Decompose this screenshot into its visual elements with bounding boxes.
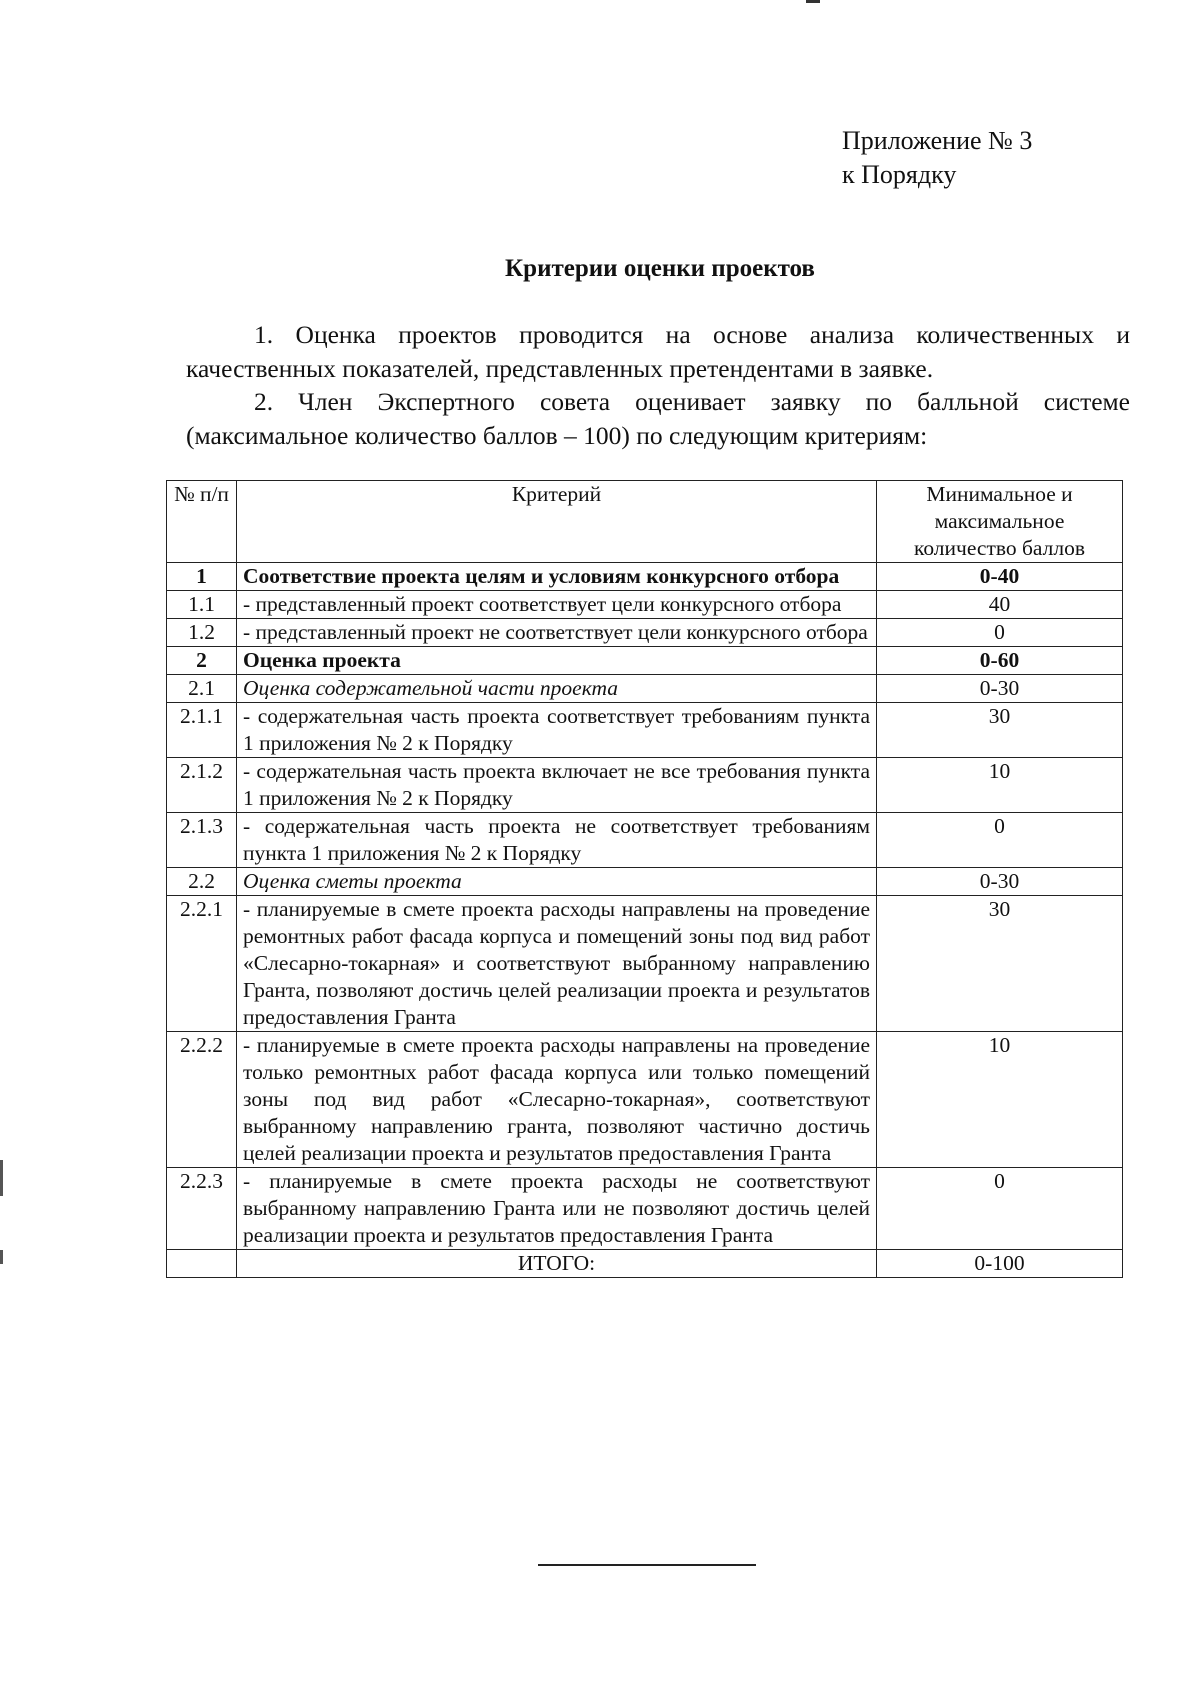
paragraph-2: 2. Член Экспертного совета оценивает заявку по балльной системе (максимальное количество баллов – 100) по следующим критериям: xyxy=(186,387,1130,450)
appendix-reference: к Порядку xyxy=(842,160,957,189)
row-number: 2.1.1 xyxy=(167,703,237,758)
header-number: № п/п xyxy=(167,481,237,563)
table-row xyxy=(167,758,1123,813)
total-score: 0-100 xyxy=(877,1250,1123,1278)
scan-edge-mark xyxy=(0,1160,3,1196)
paragraph-1: 1. Оценка проектов проводится на основе анализа количественных и качественных показателей, представленных претендентами в заявке. xyxy=(186,320,1130,383)
table-row xyxy=(167,896,1123,1032)
table-row xyxy=(167,591,1123,619)
row-score: 0 xyxy=(877,619,1123,647)
row-score: 0 xyxy=(877,1168,1123,1250)
criteria-table xyxy=(166,480,1123,1278)
table-row xyxy=(167,1032,1123,1168)
row-criterion: Оценка сметы проекта xyxy=(237,868,877,896)
row-score: 0 xyxy=(877,813,1123,868)
row-score: 40 xyxy=(877,591,1123,619)
row-number: 2.1 xyxy=(167,675,237,703)
table-row xyxy=(167,647,1123,675)
row-number: 2 xyxy=(167,647,237,675)
row-score: 0-40 xyxy=(877,563,1123,591)
document-title: Критерии оценки проектов xyxy=(505,255,815,282)
row-number: 2.2 xyxy=(167,868,237,896)
row-criterion: Соответствие проекта целям и условиям конкурсного отбора xyxy=(237,563,877,591)
total-label: ИТОГО: xyxy=(237,1250,877,1278)
row-score: 0-30 xyxy=(877,868,1123,896)
row-criterion: - планируемые в смете проекта расходы не соответствуют выбранному направлению Гранта или не позволяют достичь целей реализации проекта и результатов предоставления Гранта xyxy=(237,1168,877,1250)
row-criterion: - представленный проект соответствует цели конкурсного отбора xyxy=(237,591,877,619)
row-score: 10 xyxy=(877,758,1123,813)
row-score: 0-60 xyxy=(877,647,1123,675)
row-score: 0-30 xyxy=(877,675,1123,703)
row-criterion: - представленный проект не соответствует цели конкурсного отбора xyxy=(237,619,877,647)
row-criterion: - содержательная часть проекта включает не все требования пункта 1 приложения № 2 к Порядку xyxy=(237,758,877,813)
header-criterion: Критерий xyxy=(237,481,877,563)
table-row xyxy=(167,675,1123,703)
table-row xyxy=(167,813,1123,868)
appendix-note xyxy=(842,124,1032,192)
row-criterion: Оценка проекта xyxy=(237,647,877,675)
table-row xyxy=(167,703,1123,758)
total-number-cell xyxy=(167,1250,237,1278)
total-row xyxy=(167,1250,1123,1278)
table-row xyxy=(167,563,1123,591)
row-score: 30 xyxy=(877,703,1123,758)
row-number: 1 xyxy=(167,563,237,591)
row-number: 2.2.1 xyxy=(167,896,237,1032)
row-criterion: - содержательная часть проекта соответствует требованиям пункта 1 приложения № 2 к Порядку xyxy=(237,703,877,758)
row-criterion: - планируемые в смете проекта расходы направлены на проведение только ремонтных работ фасада корпуса или только помещений зоны под вид работ «Слесарно-токарная», соответствуют выбранному направлению гранта, позволяют частично достичь целей реализации проекта и результатов предоставления Гранта xyxy=(237,1032,877,1168)
row-score: 30 xyxy=(877,896,1123,1032)
table-row xyxy=(167,619,1123,647)
row-criterion: Оценка содержательной части проекта xyxy=(237,675,877,703)
scan-mark xyxy=(806,0,820,3)
row-number: 1.1 xyxy=(167,591,237,619)
appendix-number: Приложение № 3 xyxy=(842,126,1033,155)
table-row xyxy=(167,868,1123,896)
row-number: 1.2 xyxy=(167,619,237,647)
row-score: 10 xyxy=(877,1032,1123,1168)
footer-separator xyxy=(538,1564,756,1566)
row-number: 2.2.2 xyxy=(167,1032,237,1168)
row-criterion: - содержательная часть проекта не соответствует требованиям пункта 1 приложения № 2 к Порядку xyxy=(237,813,877,868)
scan-edge-mark xyxy=(0,1250,3,1264)
row-number: 2.2.3 xyxy=(167,1168,237,1250)
table-header-row xyxy=(167,481,1123,563)
header-score: Минимальное и максимальное количество баллов xyxy=(877,481,1123,563)
row-number: 2.1.2 xyxy=(167,758,237,813)
table-row xyxy=(167,1168,1123,1250)
row-criterion: - планируемые в смете проекта расходы направлены на проведение ремонтных работ фасада корпуса и помещений зоны под вид работ «Слесарно-токарная» и соответствуют выбранному направлению Гранта, позволяют достичь целей реализации проекта и результатов предоставления Гранта xyxy=(237,896,877,1032)
row-number: 2.1.3 xyxy=(167,813,237,868)
